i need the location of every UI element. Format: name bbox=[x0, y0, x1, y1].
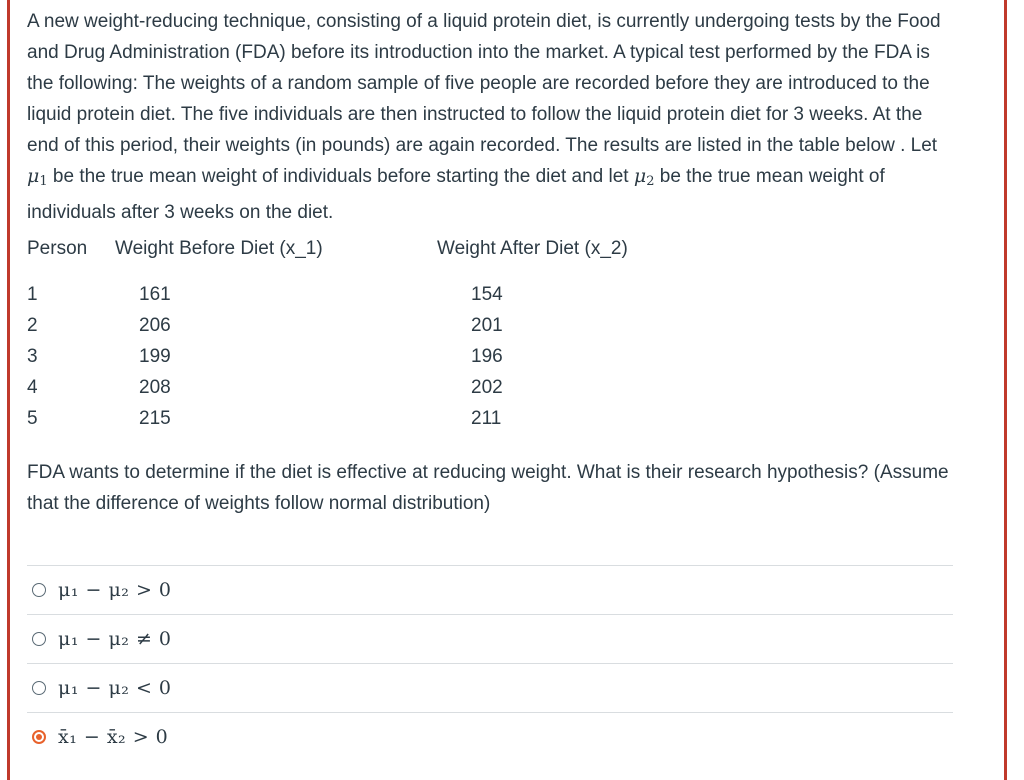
table-cell: 202 bbox=[471, 377, 503, 398]
table-cell: 4 bbox=[27, 377, 38, 398]
table-cell: 201 bbox=[471, 315, 503, 336]
answer-option-2[interactable] bbox=[27, 614, 953, 663]
radio-button[interactable] bbox=[32, 583, 46, 597]
table-cell: 208 bbox=[139, 377, 171, 398]
option-label: μ₁ − μ₂ ≠ 0 bbox=[58, 628, 172, 650]
question-text bbox=[27, 6, 957, 228]
table-cell: 1 bbox=[27, 284, 38, 305]
table-cell: 211 bbox=[471, 408, 502, 429]
answer-options bbox=[27, 565, 953, 761]
question-end: be the true mean weight of individuals after 3 weeks on the diet. bbox=[27, 166, 885, 223]
radio-button[interactable] bbox=[32, 681, 46, 695]
table-cell: 196 bbox=[471, 346, 503, 367]
table-cell: 5 bbox=[27, 408, 38, 429]
table-cell: 199 bbox=[139, 346, 171, 367]
header-person: Person bbox=[27, 238, 88, 259]
answer-option-1[interactable] bbox=[27, 565, 953, 614]
table-cell: 154 bbox=[471, 284, 503, 305]
header-after: Weight After Diet (x_2) bbox=[437, 238, 628, 259]
followup-question: FDA wants to determine if the diet is effective at reducing weight. What is their research hypothesis? (Assume that the difference of weights follow normal distribution) bbox=[27, 462, 949, 514]
table-cell: 206 bbox=[139, 315, 171, 336]
table-cell: 215 bbox=[139, 408, 171, 429]
answer-option-4[interactable] bbox=[27, 712, 953, 761]
radio-button[interactable] bbox=[32, 730, 46, 744]
radio-button[interactable] bbox=[32, 632, 46, 646]
option-label: x̄₁ − x̄₂ > 0 bbox=[58, 726, 169, 748]
option-label: μ₁ − μ₂ < 0 bbox=[58, 677, 172, 699]
answer-option-3[interactable] bbox=[27, 663, 953, 712]
table-cell: 161 bbox=[139, 284, 171, 305]
mu2-symbol: $\mu_2$ bbox=[633, 165, 655, 189]
table-cell: 3 bbox=[27, 346, 38, 367]
option-label: μ₁ − μ₂ > 0 bbox=[58, 579, 172, 601]
question-intro: A new weight-reducing technique, consisting of a liquid protein diet, is currently undergoing tests by the Food and Drug Administration (FDA) before its introduction into the market. A typical test performed by the FDA is the following: The weights of a random sample of five people are recorded before they are introduced to the liquid protein diet. The five individuals are then instructed to follow the liquid protein diet for 3 weeks. At the end of this period, their weights (in pounds) are again recorded. The results are listed in the table below . Let bbox=[27, 11, 941, 156]
question-mid: be the true mean weight of individuals before starting the diet and let bbox=[47, 166, 634, 187]
mu1-symbol: $\mu_1$ bbox=[27, 165, 48, 189]
table-cell: 2 bbox=[27, 315, 38, 336]
question-content bbox=[27, 6, 957, 748]
header-before: Weight Before Diet (x_1) bbox=[115, 238, 323, 259]
